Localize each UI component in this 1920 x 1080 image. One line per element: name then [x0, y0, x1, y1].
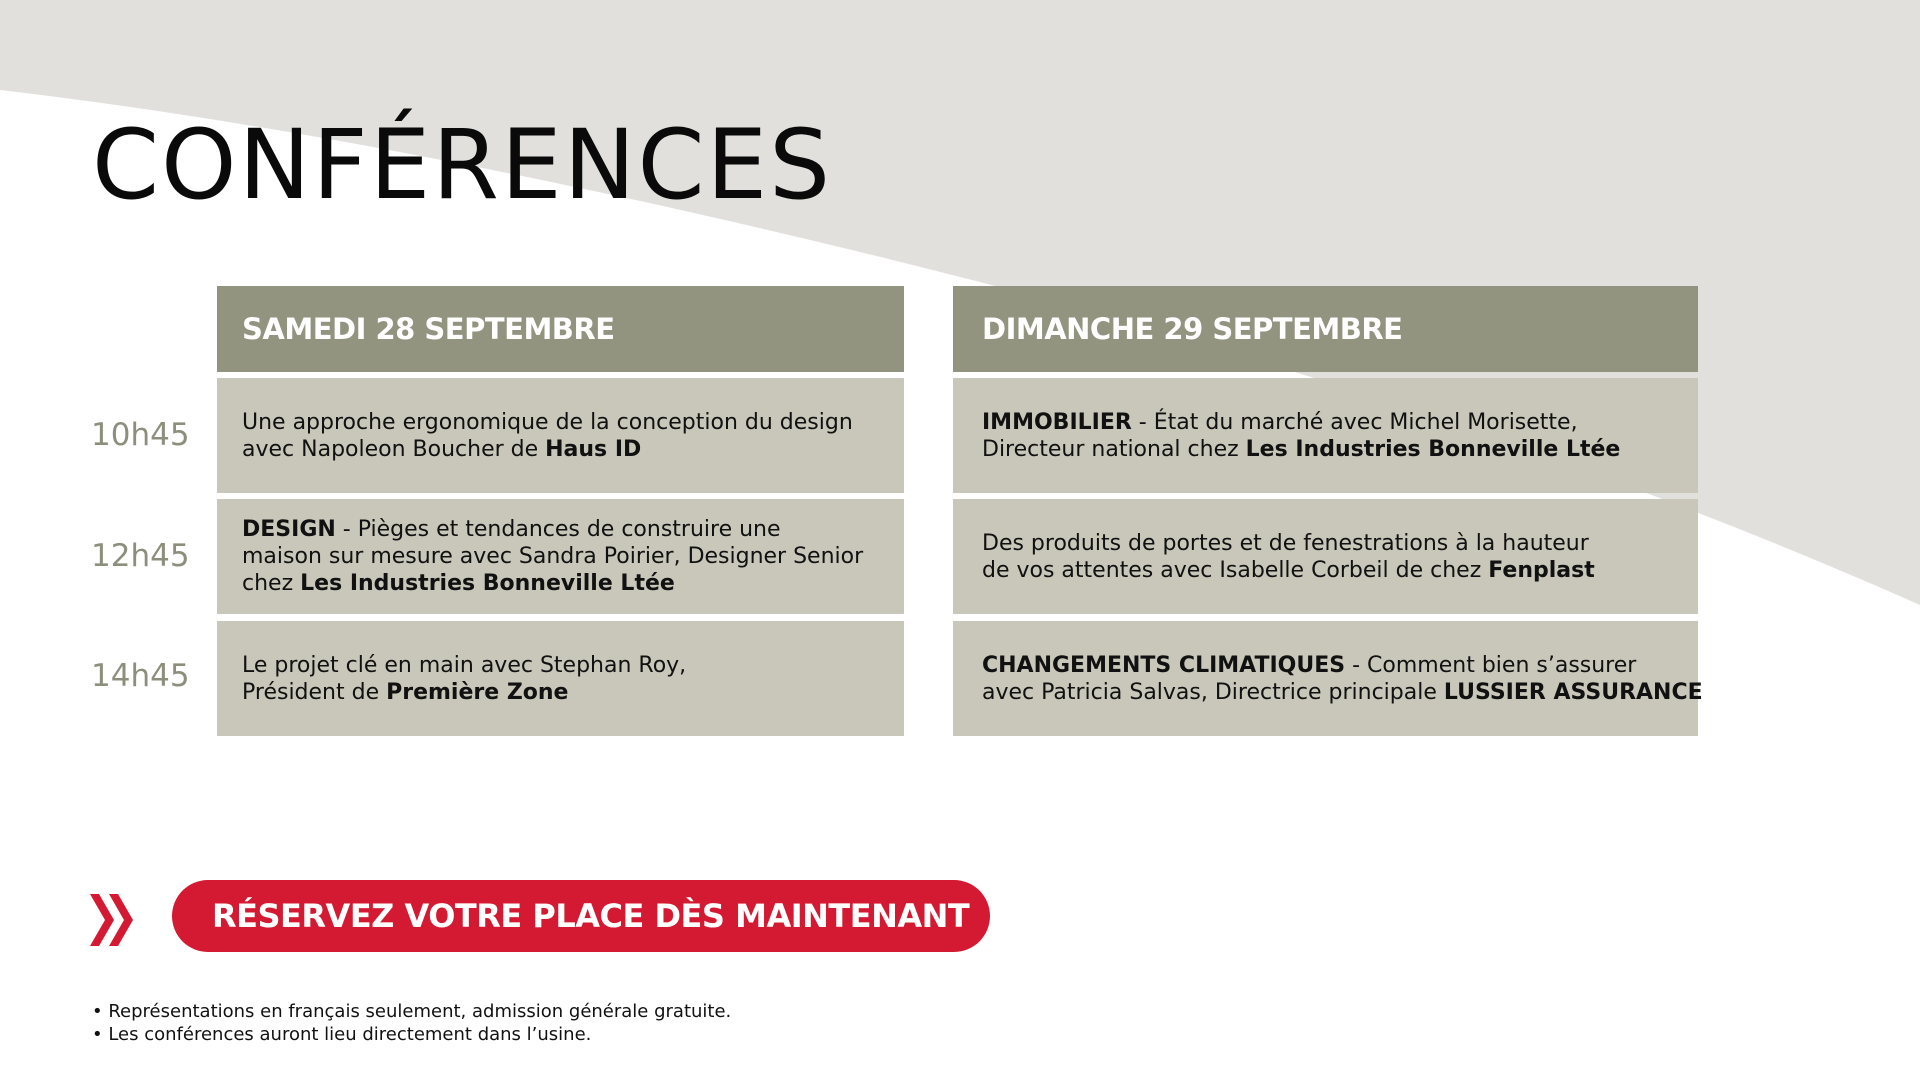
session-organization: Haus ID [545, 436, 642, 462]
session-text: maison sur mesure avec Sandra Poirier, Designer Senior [242, 544, 864, 569]
session-organization: Fenplast [1488, 557, 1595, 583]
page-title: CONFÉRENCES [92, 109, 833, 221]
session-topic: CHANGEMENTS CLIMATIQUES [982, 652, 1346, 678]
session-cell-saturday-1 [217, 378, 904, 493]
session-text: Des produits de portes et de fenestrations à la hauteur [982, 530, 1589, 556]
footnote-item: • Représentations en français seulement, admission générale gratuite. [92, 1001, 732, 1022]
session-text [982, 557, 1682, 584]
session-cell-sunday-1 [953, 378, 1698, 493]
session-text [982, 409, 1682, 436]
session-topic: DESIGN [242, 517, 336, 542]
session-text [242, 679, 888, 706]
day-header-sunday: DIMANCHE 29 SEPTEMBRE [953, 286, 1698, 372]
session-cell-saturday-2 [217, 499, 904, 614]
session-text: - Pièges et tendances de construire une [335, 517, 781, 542]
double-chevron-right-icon [90, 894, 136, 946]
session-text: Directeur national chez [982, 436, 1246, 462]
session-text: de vos attentes avec Isabelle Corbeil de chez [982, 557, 1489, 583]
session-text: - Comment bien s’assurer [1345, 652, 1637, 678]
session-cell-sunday-3 [953, 621, 1703, 736]
session-text: Président de [242, 679, 387, 705]
day-header-saturday: SAMEDI 28 SEPTEMBRE [217, 286, 904, 372]
footnotes [92, 1000, 731, 1046]
session-text: - État du marché avec Michel Morisette, [1131, 409, 1578, 435]
time-slot-label: 10h45 [91, 417, 190, 453]
session-text [982, 436, 1682, 463]
session-organization: LUSSIER ASSURANCE [1443, 679, 1703, 705]
session-text [982, 652, 1682, 679]
session-organization: Première Zone [386, 679, 569, 705]
session-text: chez [242, 571, 301, 596]
reserve-place-button[interactable]: RÉSERVEZ VOTRE PLACE DÈS MAINTENANT [172, 880, 990, 952]
session-text [242, 436, 888, 463]
session-organization: Les Industries Bonneville Ltée [1245, 436, 1621, 462]
session-text [982, 679, 1703, 706]
session-topic: IMMOBILIER [982, 409, 1132, 435]
session-text [242, 516, 888, 543]
time-slot-label: 14h45 [91, 658, 190, 694]
session-organization: Les Industries Bonneville Ltée [300, 571, 675, 596]
session-text: Le projet clé en main avec Stephan Roy, [242, 652, 687, 678]
footnote-item: • Les conférences auront lieu directement dans l’usine. [92, 1024, 592, 1045]
session-text: Une approche ergonomique de la conception du design [242, 409, 853, 435]
session-cell-saturday-3 [217, 621, 904, 736]
session-cell-sunday-2 [953, 499, 1698, 614]
session-text [242, 570, 888, 597]
session-text: avec Napoleon Boucher de [242, 436, 546, 462]
time-slot-label: 12h45 [91, 538, 190, 574]
session-text: avec Patricia Salvas, Directrice principale [982, 679, 1444, 705]
